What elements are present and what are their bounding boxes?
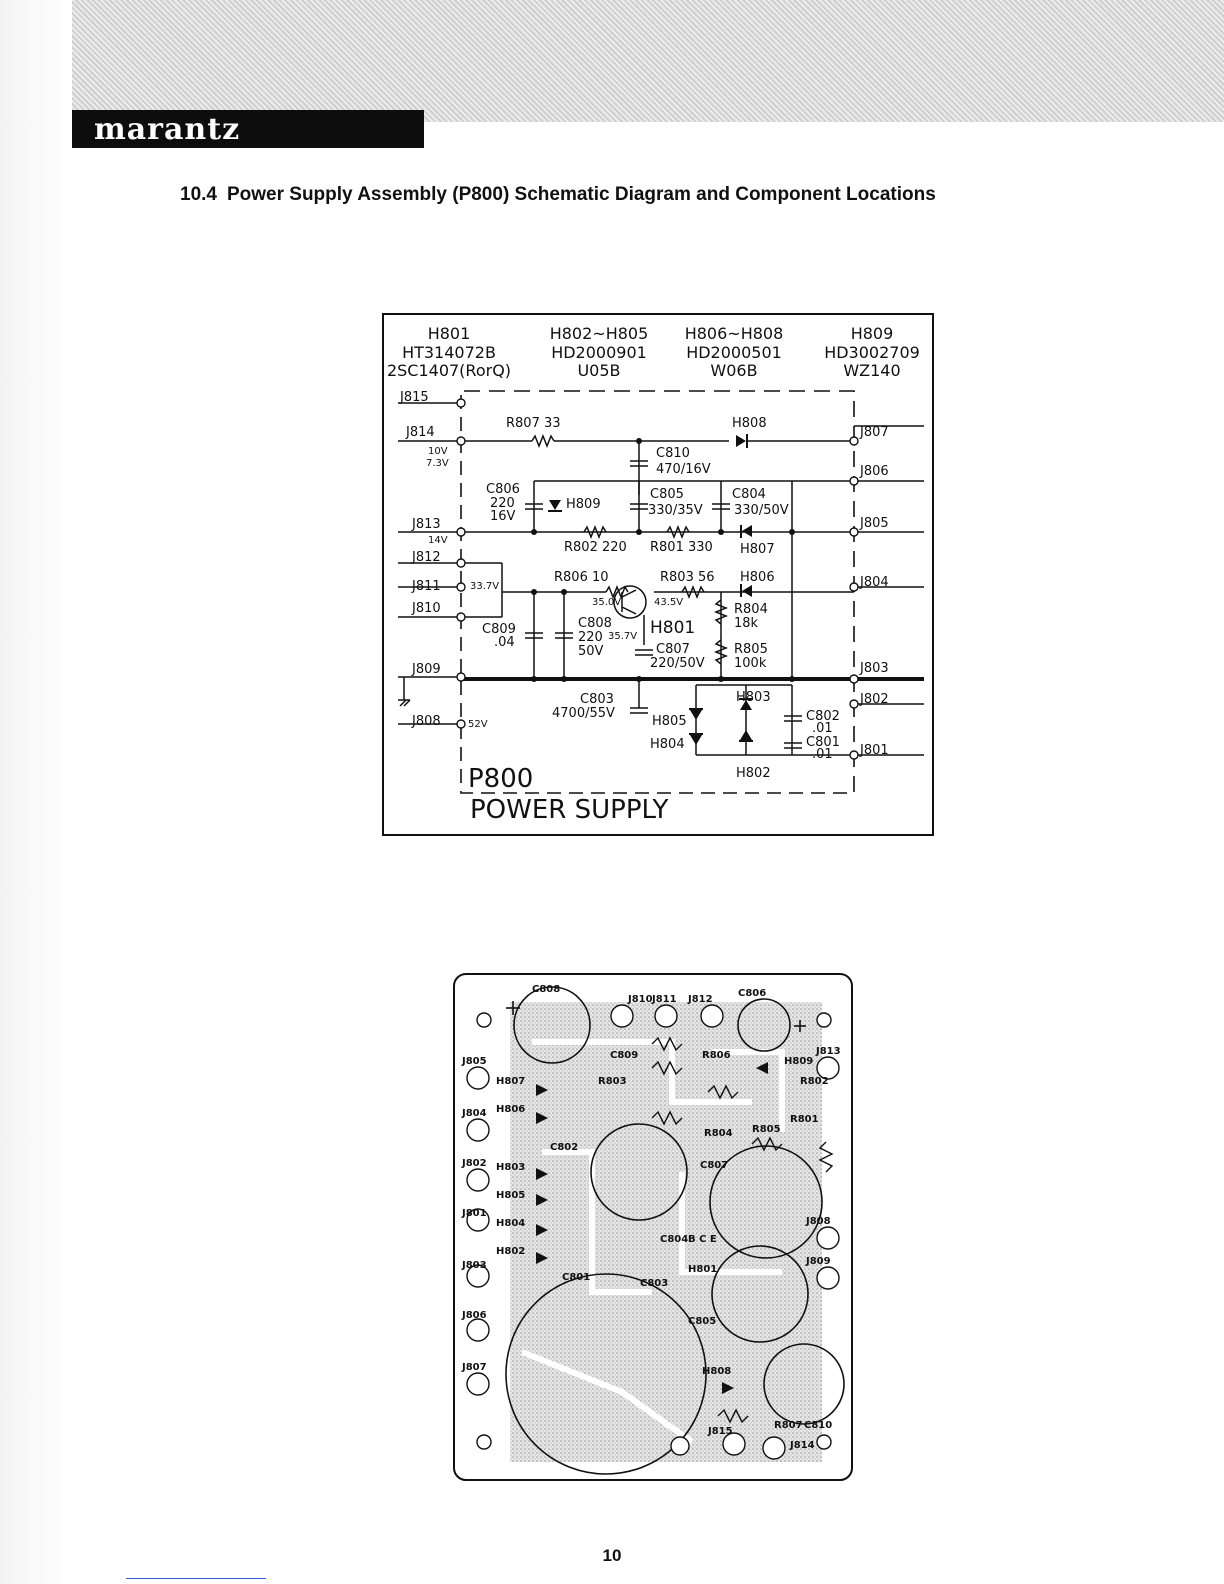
pcb-lbl-c805: C805	[688, 1316, 717, 1327]
hdr-type-3: WZ140	[843, 361, 901, 380]
lbl-r801: R801 330	[650, 540, 713, 555]
lbl-c810b: 470/16V	[656, 462, 711, 477]
voltage-35-0v: 35.0V	[592, 597, 622, 608]
pcb-lbl-h801: H801	[688, 1264, 718, 1275]
hdr-type-0: 2SC1407(RorQ)	[386, 361, 512, 380]
lbl-c809a: C809	[482, 622, 516, 637]
pcb-lbl-j805: J805	[462, 1056, 487, 1067]
lbl-c804b: 330/50V	[734, 503, 789, 518]
lbl-r807: R807 33	[506, 416, 561, 431]
voltage-7-3v: 7.3V	[426, 458, 449, 469]
brand-logo	[72, 110, 424, 148]
lbl-c801b: .01	[812, 747, 833, 762]
board-label: P800	[468, 764, 534, 794]
hdr-type-1: U05B	[577, 361, 621, 380]
pcb-lbl-c810: C810	[804, 1420, 833, 1431]
hdr-ref-3: H809	[850, 324, 894, 343]
lbl-h801: H801	[650, 618, 696, 638]
lbl-r803: R803 56	[660, 570, 715, 585]
pcb-lbl-r804: R804	[704, 1128, 733, 1139]
lbl-h802: H802	[736, 766, 771, 781]
hdr-part-3: HD3002709	[824, 343, 920, 362]
jack-label-J812: J812	[412, 550, 441, 565]
jack-label-J802: J802	[860, 692, 889, 707]
pcb-lbl-r803: R803	[598, 1076, 627, 1087]
page-number: 10	[602, 1546, 622, 1565]
voltage-35-7v: 35.7V	[608, 631, 638, 642]
hdr-part-0: HT314072B	[402, 343, 496, 362]
hdr-ref-2: H806~H808	[684, 324, 784, 343]
jack-label-J803: J803	[860, 661, 889, 676]
jack-label-J805: J805	[860, 516, 889, 531]
voltage-10v: 10V	[428, 446, 448, 457]
hdr-part-2: HD2000501	[686, 343, 782, 362]
lbl-c802a: C802	[806, 709, 840, 724]
pcb-lbl-j815: J815	[708, 1426, 733, 1437]
lbl-c809b: .04	[494, 635, 515, 650]
jack-label-J809: J809	[412, 662, 441, 677]
lbl-c807a: C807	[656, 642, 690, 657]
pcb-lbl-h803: H803	[496, 1162, 526, 1173]
lbl-c806b: 220	[490, 496, 515, 511]
jack-label-J807: J807	[860, 425, 889, 440]
lbl-c808c: 50V	[578, 644, 604, 659]
pcb-lbl-j812: J812	[688, 994, 713, 1005]
pcb-lbl-r801: R801	[790, 1114, 819, 1125]
lbl-h804: H804	[650, 737, 685, 752]
section-number: 10.4	[180, 184, 217, 205]
pcb-lbl-r805: R805	[752, 1124, 781, 1135]
lbl-r802: R802 220	[564, 540, 627, 555]
pcb-lbl-j813: J813	[816, 1046, 841, 1057]
pcb-lbl-j811: J811	[652, 994, 677, 1005]
pcb-lbl-j810: J810	[628, 994, 653, 1005]
pcb-lbl-j814: J814	[790, 1440, 815, 1451]
jack-label-J810: J810	[412, 601, 441, 616]
pcb-lbl-r807: R807	[774, 1420, 803, 1431]
lbl-c804a: C804	[732, 487, 766, 502]
hdr-part-1: HD2000901	[551, 343, 647, 362]
pcb-lbl-c809: C809	[610, 1050, 639, 1061]
voltage-14v: 14V	[428, 535, 448, 546]
lbl-r805a: R805	[734, 642, 768, 657]
lbl-h808: H808	[732, 416, 767, 431]
jack-label-J814: J814	[406, 425, 435, 440]
lbl-c802b: .01	[812, 721, 833, 736]
lbl-c805a: C805	[650, 487, 684, 502]
jack-label-J811: J811	[412, 579, 441, 594]
lbl-c803a: C803	[580, 692, 614, 707]
pcb-lbl-j804: J804	[462, 1108, 487, 1119]
pcb-lbl-c804: C804	[660, 1234, 689, 1245]
jack-label-J808: J808	[412, 714, 441, 729]
lbl-h809: H809	[566, 497, 601, 512]
jack-label-J804: J804	[860, 575, 889, 590]
pcb-lbl-j807: J807	[462, 1362, 487, 1373]
section-title: Power Supply Assembly (P800) Schematic Diagram and Component Locations	[226, 184, 936, 205]
lbl-c810a: C810	[656, 446, 690, 461]
pcb-lbl-h807: H807	[496, 1076, 526, 1087]
lbl-r805b: 100k	[734, 656, 767, 671]
hdr-ref-0: H801	[427, 324, 471, 343]
lbl-r806: R806 10	[554, 570, 609, 585]
pcb-lbl-c807: C807	[700, 1160, 729, 1171]
jack-label-J806: J806	[860, 464, 889, 479]
pcb-lbl-h809: H809	[784, 1056, 814, 1067]
pcb-lbl-r806: R806	[702, 1050, 731, 1061]
board-name: POWER SUPPLY	[470, 795, 669, 825]
lbl-h806: H806	[740, 570, 775, 585]
voltage-33-7v: 33.7V	[470, 581, 500, 592]
jack-label-J801: J801	[860, 743, 889, 758]
pcb-svg	[452, 972, 854, 1482]
lbl-c808a: C808	[578, 616, 612, 631]
pcb-lbl-j801: J801	[462, 1208, 487, 1219]
jack-label-J813: J813	[412, 517, 441, 532]
lbl-h807: H807	[740, 542, 775, 557]
pcb-lbl-h805: H805	[496, 1190, 526, 1201]
pcb-lbl-c801: C801	[562, 1272, 591, 1283]
pcb-lbl-c808: C808	[532, 984, 561, 995]
pcb-lbl-h806: H806	[496, 1104, 526, 1115]
pcb-lbl-c802: C802	[550, 1142, 579, 1153]
pcb-lbl-j803: J803	[462, 1260, 487, 1271]
pcb-lbl-c803: C803	[640, 1278, 669, 1289]
pcb-lbl-c806: C806	[738, 988, 767, 999]
section-heading	[180, 184, 936, 206]
lbl-c806a: C806	[486, 482, 520, 497]
pcb-lbl-j806: J806	[462, 1310, 487, 1321]
voltage-43-5v: 43.5V	[654, 597, 684, 608]
lbl-c803b: 4700/55V	[552, 706, 615, 721]
hdr-ref-1: H802~H805	[549, 324, 649, 343]
lbl-c808b: 220	[578, 630, 603, 645]
header-band	[72, 0, 1224, 122]
lbl-h803: H803	[736, 690, 771, 705]
pcb-lbl-h802: H802	[496, 1246, 526, 1257]
lbl-c801a: C801	[806, 735, 840, 750]
voltage-52v: 52V	[468, 719, 488, 730]
lbl-c807b: 220/50V	[650, 656, 705, 671]
lbl-c805b: 330/35V	[648, 503, 703, 518]
lbl-h805: H805	[652, 714, 687, 729]
pcb-lbl-j808: J808	[806, 1216, 831, 1227]
pcb-lbl-j802: J802	[462, 1158, 487, 1169]
scan-margin	[0, 0, 72, 1584]
pcb-lbl-j809: J809	[806, 1256, 831, 1267]
component-location-diagram	[452, 972, 854, 1482]
pcb-lbl-r802: R802	[800, 1076, 829, 1087]
lbl-c806c: 16V	[490, 509, 516, 524]
hdr-type-2: W06B	[710, 361, 758, 380]
schematic-diagram	[382, 313, 934, 836]
pcb-lbl-h808: H808	[702, 1366, 732, 1377]
jack-label-J815: J815	[400, 390, 429, 405]
schematic-svg	[384, 315, 932, 834]
lbl-r804b: 18k	[734, 616, 759, 631]
pcb-lbl-h804: H804	[496, 1218, 526, 1229]
brand-logo-text: marantz	[94, 111, 241, 147]
pcb-lbl-bce: B C E	[688, 1234, 717, 1245]
lbl-r804a: R804	[734, 602, 768, 617]
footer-rule	[126, 1578, 266, 1579]
